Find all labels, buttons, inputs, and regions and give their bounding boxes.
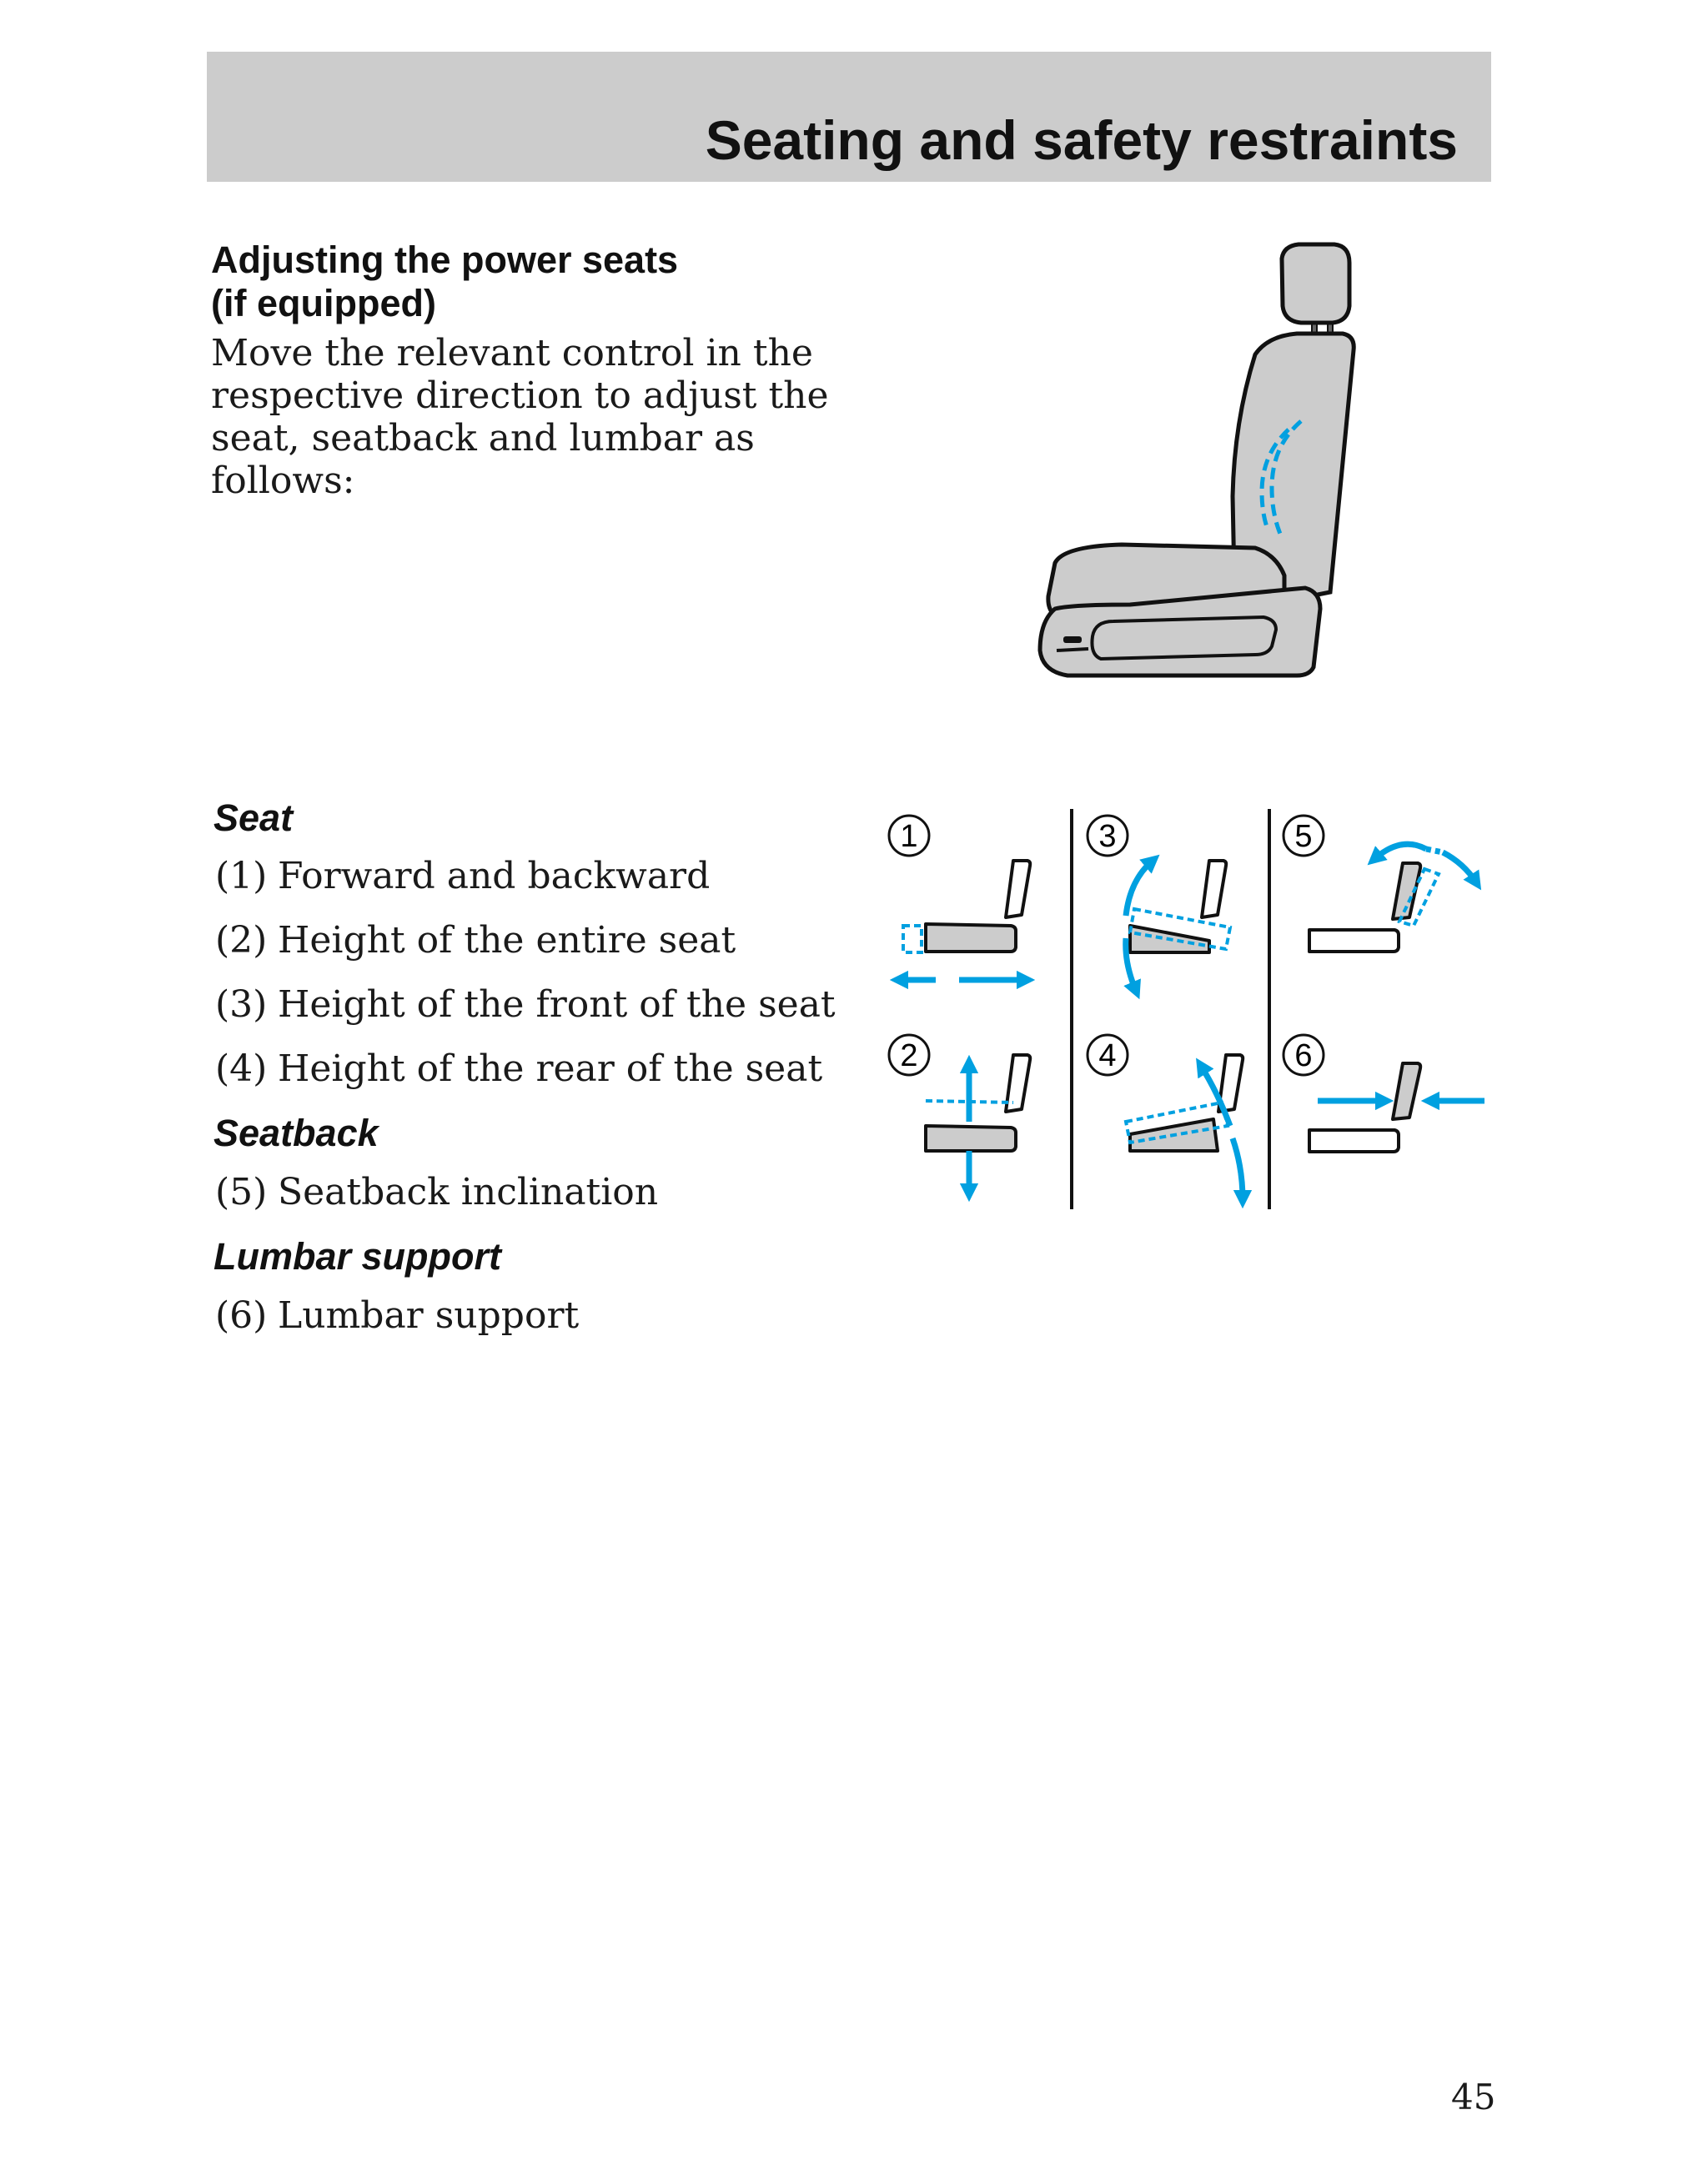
panel-entire-height	[926, 1055, 1030, 1193]
lumbar-heading: Lumbar support	[214, 1235, 501, 1278]
item-number: (1)	[215, 855, 268, 897]
body-line: Move the relevant control in the	[211, 332, 813, 374]
section-heading-line-1: Adjusting the power seats	[211, 239, 679, 281]
page-header-title: Seating and safety restraints	[705, 109, 1458, 171]
seatback-heading: Seatback	[214, 1112, 379, 1154]
list-item	[215, 855, 710, 897]
item-number: (3)	[215, 983, 268, 1026]
item-number: (4)	[215, 1047, 268, 1090]
label-circle-5	[1284, 816, 1324, 856]
diagram-label: 6	[1294, 1038, 1313, 1073]
label-circle-3	[1088, 816, 1128, 856]
list-item	[215, 919, 736, 962]
body-line: seat, seatback and lumbar as	[211, 417, 755, 460]
section-heading-line-2: (if equipped)	[211, 282, 436, 324]
item-number: (2)	[215, 919, 268, 962]
page-number: 45	[1451, 2077, 1496, 2117]
list-item	[215, 1294, 579, 1337]
item-number: (5)	[215, 1171, 268, 1213]
item-text: Seatback inclination	[278, 1171, 659, 1213]
panel-lumbar-support	[1309, 1063, 1484, 1152]
diagram-label: 3	[1098, 819, 1117, 854]
item-number: (6)	[215, 1294, 268, 1337]
body-line: respective direction to adjust the	[211, 374, 829, 417]
item-text: Height of the entire seat	[278, 919, 736, 962]
diagram-label: 1	[900, 819, 918, 854]
item-text: Lumbar support	[278, 1294, 580, 1337]
label-circle-1	[889, 816, 929, 856]
header-band	[207, 52, 1491, 182]
item-text: Forward and backward	[278, 855, 711, 897]
panel-forward-backward	[899, 861, 1030, 980]
seat-adjustment-diagram	[876, 801, 1493, 1218]
label-circle-2	[889, 1035, 929, 1075]
list-item	[215, 1047, 822, 1090]
diagram-label: 5	[1294, 819, 1313, 854]
diagram-label: 4	[1098, 1038, 1117, 1073]
power-seat-illustration	[997, 238, 1364, 688]
label-circle-6	[1284, 1035, 1324, 1075]
panel-rear-height	[1126, 1055, 1243, 1199]
list-item	[215, 1171, 658, 1213]
seat-heading: Seat	[214, 796, 294, 839]
list-item	[215, 983, 836, 1026]
panel-seatback-inclination	[1309, 844, 1476, 952]
body-line: follows:	[211, 460, 355, 502]
item-text: Height of the front of the seat	[278, 983, 836, 1026]
section-body	[211, 332, 845, 502]
item-text: Height of the rear of the seat	[278, 1047, 823, 1090]
section-heading	[211, 239, 678, 325]
label-circle-4	[1088, 1035, 1128, 1075]
panel-front-height	[1126, 861, 1230, 991]
diagram-label: 2	[900, 1038, 918, 1073]
